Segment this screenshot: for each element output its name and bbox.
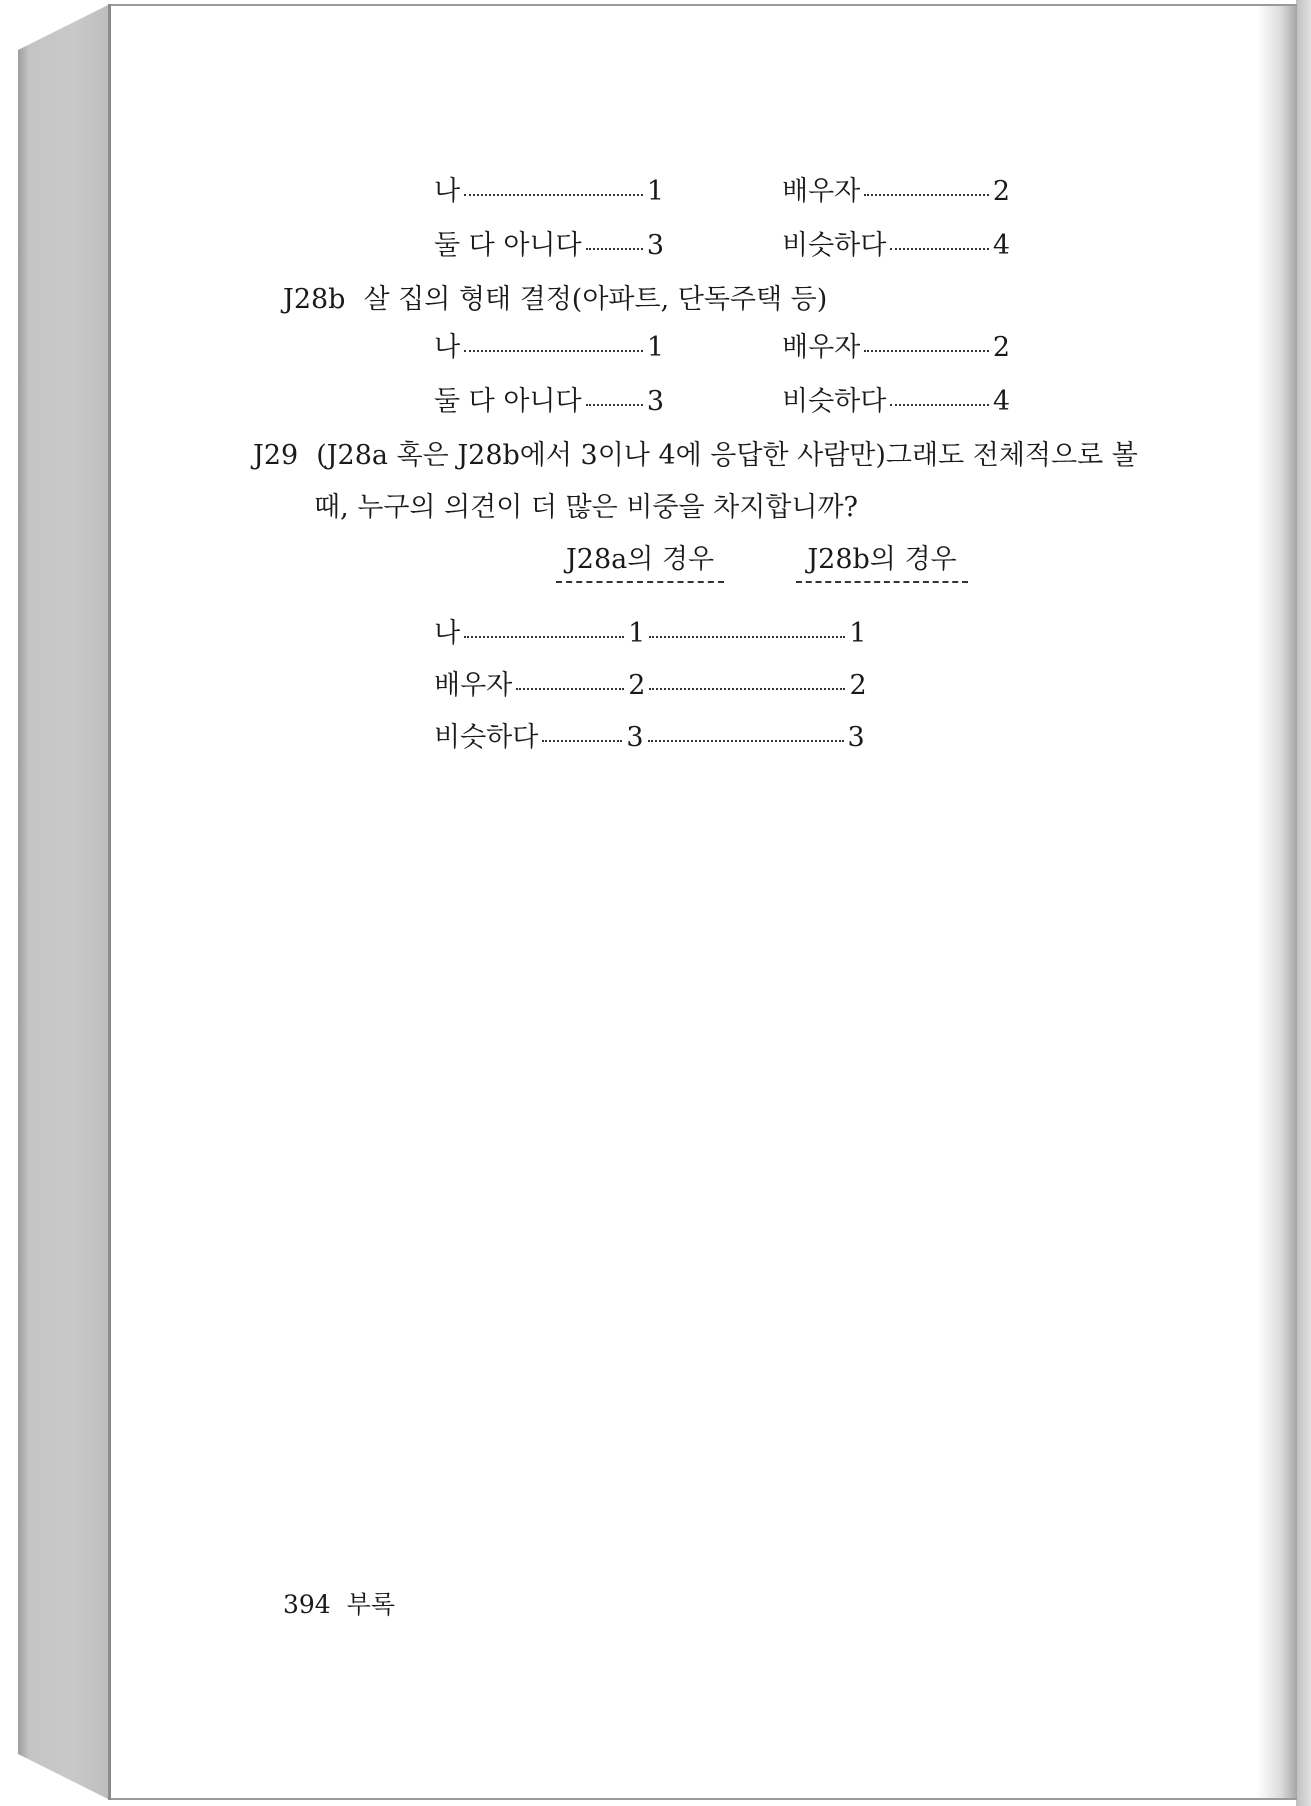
option-row [434, 232, 664, 259]
option-row [434, 334, 664, 361]
option-label: 배우자 [782, 332, 861, 363]
leader-dots [890, 248, 988, 250]
option-code: 1 [646, 332, 664, 363]
question-j29 [253, 442, 1138, 469]
column-header-label: J28a의 경우 [565, 544, 715, 575]
row-label: 나 [434, 618, 461, 649]
option-row [782, 232, 1010, 259]
question-j28b [283, 286, 827, 313]
row-code-b: 3 [847, 722, 865, 753]
section-name: 부록 [346, 1590, 395, 1619]
question-text: 살 집의 형태 결정(아파트, 단독주택 등) [363, 284, 828, 315]
option-code: 3 [646, 230, 664, 261]
question-j29-continued [314, 494, 858, 521]
leader-dots [649, 636, 845, 638]
option-label: 나 [434, 176, 461, 207]
option-label: 나 [434, 332, 461, 363]
option-label: 둘 다 아니다 [434, 386, 582, 417]
leader-dots [516, 688, 624, 690]
leader-dots [648, 740, 844, 742]
question-id: J28b [283, 284, 346, 315]
leader-dots [464, 636, 624, 638]
option-code: 1 [646, 176, 664, 207]
table-row [434, 620, 866, 647]
option-label: 비슷하다 [782, 386, 887, 417]
leader-dots [586, 248, 643, 250]
question-text: (J28a 혹은 J28b에서 3이나 4에 응답한 사람만)그래도 전체적으로 볼 [316, 440, 1138, 471]
page-footer [283, 1592, 395, 1617]
page [111, 4, 1297, 1800]
question-text: 때, 누구의 의견이 더 많은 비중을 차지합니까? [314, 492, 859, 523]
option-row [782, 178, 1010, 205]
row-label: 비슷하다 [434, 722, 539, 753]
option-code: 2 [992, 176, 1010, 207]
row-code-b: 2 [849, 670, 867, 701]
page-shadow [1257, 6, 1297, 1798]
table-row [434, 724, 865, 751]
option-code: 4 [992, 386, 1010, 417]
leader-dots [864, 350, 989, 352]
option-row [434, 178, 664, 205]
leader-dots [890, 404, 988, 406]
column-header-j28a [556, 546, 724, 583]
option-code: 4 [992, 230, 1010, 261]
option-row [434, 388, 664, 415]
column-header-j28b [796, 546, 968, 583]
row-label: 배우자 [434, 670, 513, 701]
row-code-a: 3 [626, 722, 644, 753]
question-id: J29 [253, 440, 299, 471]
option-row [782, 388, 1010, 415]
leader-dots [864, 194, 989, 196]
row-code-a: 2 [628, 670, 646, 701]
leader-dots [464, 194, 643, 196]
column-header-label: J28b의 경우 [807, 544, 957, 575]
row-code-a: 1 [628, 618, 646, 649]
table-row [434, 672, 867, 699]
leader-dots [649, 688, 845, 690]
option-label: 배우자 [782, 176, 861, 207]
page-outer-edge [1296, 0, 1311, 1806]
page-number: 394 [283, 1590, 331, 1619]
option-code: 3 [646, 386, 664, 417]
option-row [782, 334, 1010, 361]
leader-dots [586, 404, 643, 406]
option-label: 둘 다 아니다 [434, 230, 582, 261]
option-label: 비슷하다 [782, 230, 887, 261]
row-code-b: 1 [849, 618, 867, 649]
book-spine [18, 4, 110, 1800]
leader-dots [542, 740, 622, 742]
leader-dots [464, 350, 643, 352]
option-code: 2 [992, 332, 1010, 363]
